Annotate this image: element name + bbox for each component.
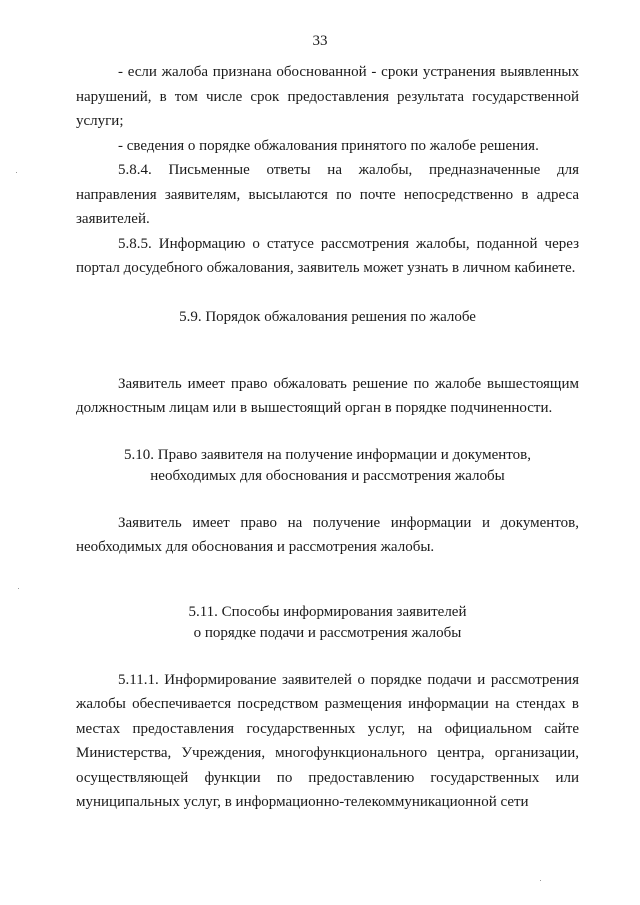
paragraph-5-11-1: 5.11.1. Информирование заявителей о порядке подачи и рассмотрения жалобы обеспечивается посредством размещения информации на стендах в местах предоставления государственных услуг, на официальном сайте Министерства, Учреждения, многофункционального центра, организации, осуществляющей функции по предоставлению государственных или муниципальных услуг, в информационно-телекоммуникационной сети: [76, 671, 579, 810]
scan-speck: [18, 588, 19, 589]
heading-5-9: 5.9. Порядок обжалования решения по жалобе: [179, 308, 476, 325]
heading-5-11-line1: 5.11. Способы информирования заявителей: [188, 603, 467, 620]
scan-speck: [16, 172, 17, 173]
document-body: [76, 60, 579, 815]
paragraph-5-8-4: 5.8.4. Письменные ответы на жалобы, предназначенные для направления заявителям, высылаются по почте непосредственно в адреса заявителей.: [76, 162, 579, 227]
paragraph-5-10: Заявитель имеет право на получение информации и документов, необходимых для обоснования и рассмотрения жалобы.: [76, 514, 579, 555]
scan-speck: [540, 880, 541, 881]
paragraph-appeal-info: - сведения о порядке обжалования принятого по жалобе решения.: [118, 137, 539, 154]
heading-5-10-line2: необходимых для обоснования и рассмотрения жалобы: [150, 467, 505, 484]
paragraph-5-8-5: 5.8.5. Информацию о статусе рассмотрения жалобы, поданной через портал досудебного обжалования, заявитель может узнать в личном кабинете.: [76, 235, 579, 276]
page-number: 33: [312, 33, 328, 49]
heading-5-11-line2: о порядке подачи и рассмотрения жалобы: [193, 624, 462, 641]
heading-5-10-line1: 5.10. Право заявителя на получение информации и документов,: [124, 446, 531, 463]
paragraph-5-9: Заявитель имеет право обжаловать решение по жалобе вышестоящим должностным лицам или в вышестоящий орган в порядке подчиненности.: [76, 375, 579, 416]
paragraph-violations-deadline: - если жалоба признана обоснованной - сроки устранения выявленных нарушений, в том числе срок предоставления результата государственной услуги;: [76, 64, 579, 129]
